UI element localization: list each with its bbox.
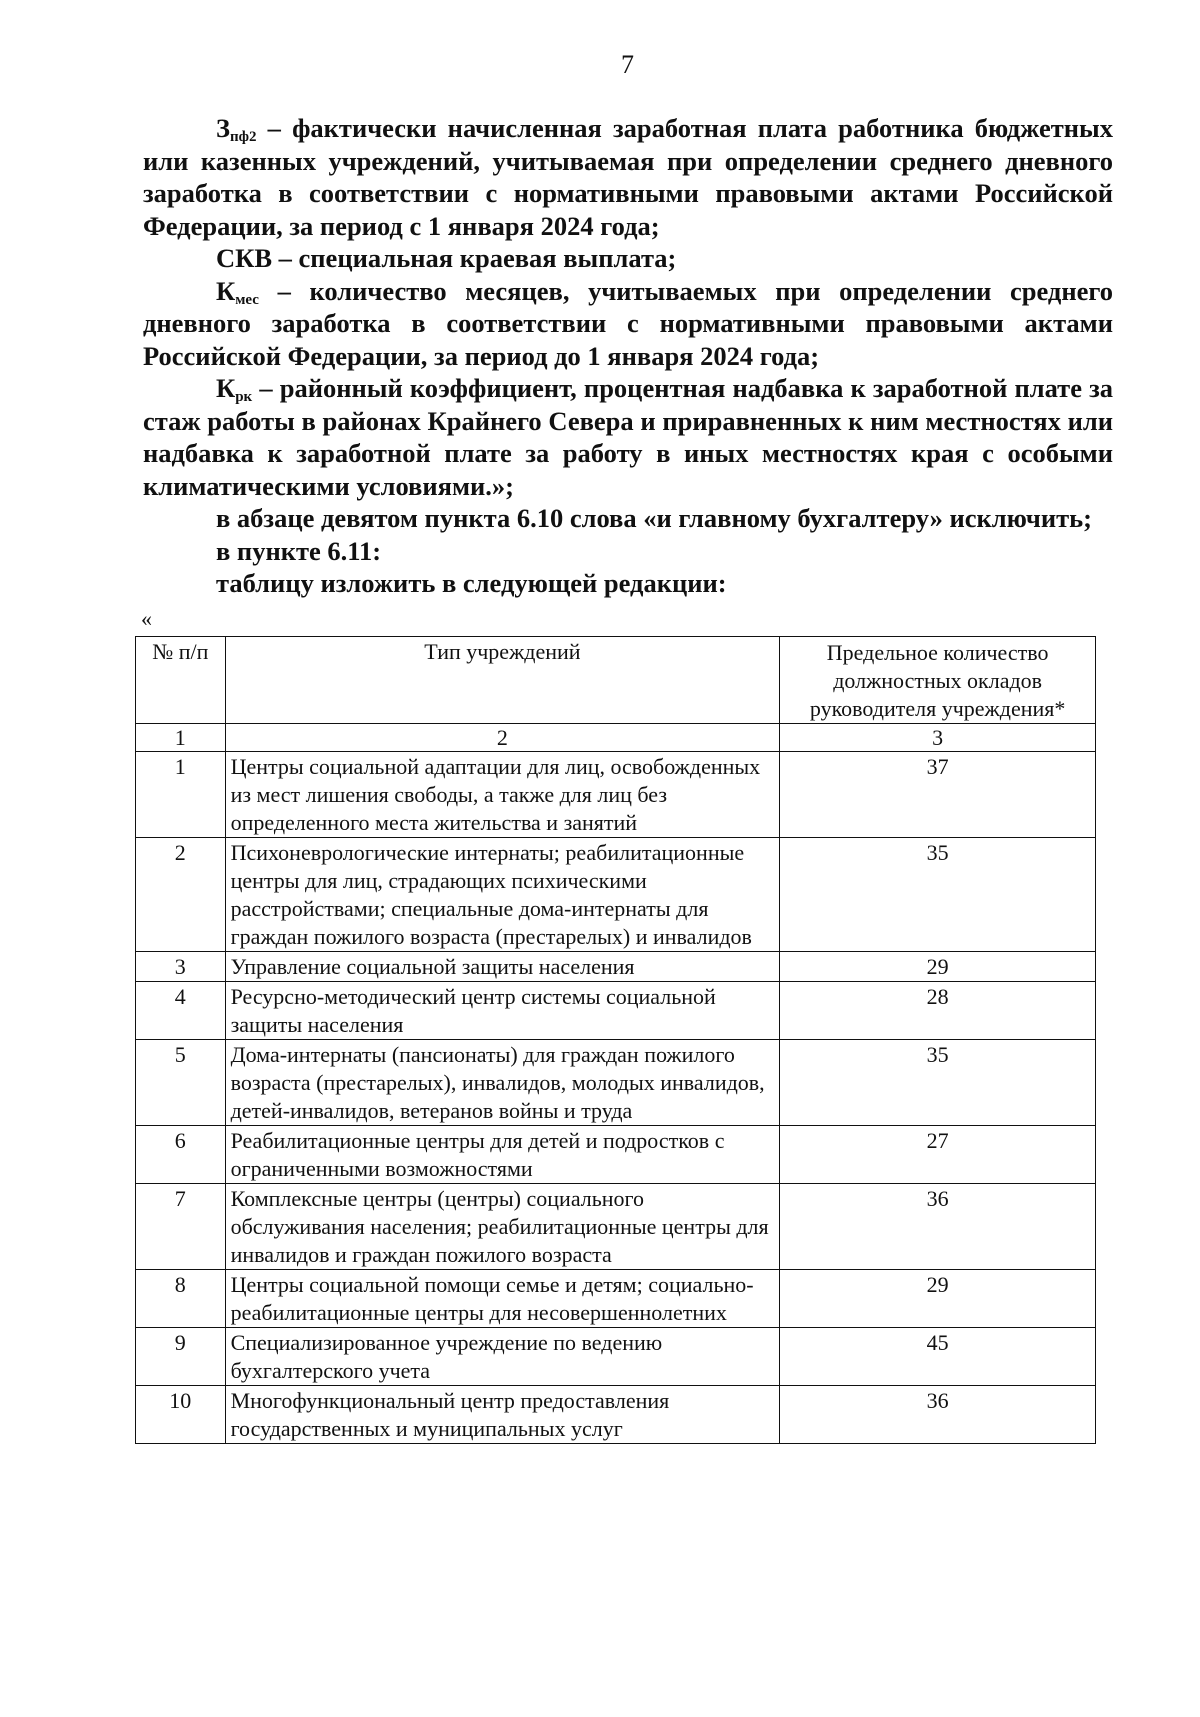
table-column-index-row: [136, 724, 1096, 752]
row-type: Комплексные центры (центры) социального обслуживания населения; реабилитационные центры для инвалидов и граждан пожилого возраста: [225, 1184, 780, 1270]
row-num: 6: [136, 1126, 226, 1184]
row-limit: 29: [780, 1270, 1096, 1328]
row-num: 4: [136, 982, 226, 1040]
symbol-z: З: [216, 113, 230, 143]
paragraph-zpf2: [143, 112, 1113, 242]
row-limit: 36: [780, 1184, 1096, 1270]
row-type: Реабилитационные центры для детей и подростков с ограниченными возможностями: [225, 1126, 780, 1184]
body-text: [143, 112, 1113, 600]
row-num: 9: [136, 1328, 226, 1386]
symbol-sub-pf2: пф2: [230, 129, 257, 145]
symbol-sub-mes: мес: [235, 291, 259, 308]
paragraph-table-intro: [143, 567, 1113, 600]
institution-limits-table: [135, 636, 1096, 1444]
column-index: 3: [780, 724, 1096, 752]
table-row: [136, 1328, 1096, 1386]
row-limit: 35: [780, 1040, 1096, 1126]
header-limit: Предельное количество должностных окладов руководителя учреждения*: [780, 637, 1096, 724]
row-limit: 29: [780, 952, 1096, 982]
row-type: Ресурсно-методический центр системы социальной защиты населения: [225, 982, 780, 1040]
paragraph-krk: [143, 372, 1113, 502]
table-row: [136, 952, 1096, 982]
table-row: [136, 1184, 1096, 1270]
row-type: Многофункциональный центр предоставления государственных и муниципальных услуг: [225, 1386, 780, 1444]
row-num: 8: [136, 1270, 226, 1328]
header-type: Тип учреждений: [225, 637, 780, 724]
table-row: [136, 982, 1096, 1040]
table-row: [136, 752, 1096, 838]
paragraph-text: в абзаце девятом пункта 6.10 слова «и главному бухгалтеру» исключить;: [216, 503, 1092, 533]
row-num: 5: [136, 1040, 226, 1126]
row-num: 2: [136, 838, 226, 952]
paragraph-text: в пункте 6.11:: [216, 535, 382, 566]
paragraph-text: таблицу изложить в следующей редакции:: [216, 568, 727, 598]
row-num: 10: [136, 1386, 226, 1444]
table-row: [136, 1126, 1096, 1184]
header-num: № п/п: [136, 637, 226, 724]
paragraph-kmes: [143, 275, 1113, 373]
symbol-sub-rk: рк: [235, 389, 253, 405]
column-index: 2: [225, 724, 780, 752]
row-type: Дома-интернаты (пансионаты) для граждан пожилого возраста (престарелых), инвалидов, молодых инвалидов, детей-инвалидов, ветеранов войны и труда: [225, 1040, 780, 1126]
row-limit: 28: [780, 982, 1096, 1040]
paragraph-text: – количество месяцев, учитываемых при определении среднего дневного заработка в соответствии с нормативными правовыми актами Российской Федерации, за период до 1 января 2024 года;: [143, 275, 1113, 371]
paragraph-text: – районный коэффициент, процентная надбавка к заработной плате за стаж работы в районах Крайнего Севера и приравненных к ним местностях или надбавка к заработной плате за работу в иных местностях края с особыми климатическими условиями.»;: [143, 373, 1113, 501]
row-limit: 27: [780, 1126, 1096, 1184]
table-row: [136, 838, 1096, 952]
row-num: 3: [136, 952, 226, 982]
row-limit: 37: [780, 752, 1096, 838]
paragraph-text: СКВ – специальная краевая выплата;: [216, 243, 677, 273]
table-header-row: [136, 637, 1096, 724]
table-row: [136, 1386, 1096, 1444]
paragraph-amend-6-10: [143, 502, 1113, 535]
row-type: Центры социальной адаптации для лиц, освобожденных из мест лишения свободы, а также для лиц без определенного места жительства и занятий: [225, 752, 780, 838]
page-number: 7: [621, 50, 634, 79]
row-num: 7: [136, 1184, 226, 1270]
row-type: Психоневрологические интернаты; реабилитационные центры для лиц, страдающих психическими расстройствами; специальные дома-интернаты для граждан пожилого возраста (престарелых) и инвалидов: [225, 838, 780, 952]
table-row: [136, 1270, 1096, 1328]
row-limit: 45: [780, 1328, 1096, 1386]
paragraph-point-6-11: [143, 535, 1113, 568]
symbol-k: К: [216, 275, 236, 306]
row-type: Центры социальной помощи семье и детям; социально-реабилитационные центры для несовершеннолетних: [225, 1270, 780, 1328]
paragraph-skv: [143, 242, 1113, 275]
row-type: Специализированное учреждение по ведению бухгалтерского учета: [225, 1328, 780, 1386]
column-index: 1: [136, 724, 226, 752]
row-limit: 35: [780, 838, 1096, 952]
table-row: [136, 1040, 1096, 1126]
quote-open-mark: «: [141, 606, 152, 631]
row-num: 1: [136, 752, 226, 838]
row-type: Управление социальной защиты населения: [225, 952, 780, 982]
symbol-k: К: [216, 373, 236, 403]
row-limit: 36: [780, 1386, 1096, 1444]
paragraph-text: – фактически начисленная заработная плата работника бюджетных или казенных учреждений, учитываемая при определении среднего дневного заработка в соответствии с нормативными правовыми актами Российской Федерации, за период с 1 января 2024 года;: [143, 113, 1113, 241]
